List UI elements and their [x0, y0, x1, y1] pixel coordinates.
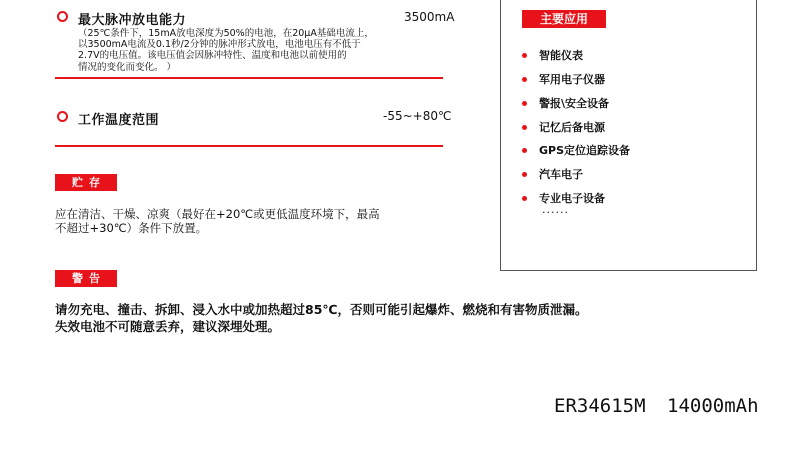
spec-value-temperature: -55~+80℃ — [383, 109, 452, 123]
red-dot-icon — [522, 172, 527, 177]
model-name: ER34615M — [554, 395, 646, 417]
warning-text: 请勿充电、撞击、拆卸、浸入水中或加热超过85℃，否则可能引起爆炸、燃烧和有害物质泄漏。 失效电池不可随意丢弃，建议深埋处理。 — [55, 302, 588, 334]
red-dot-icon — [522, 53, 527, 58]
warning-tag: 警告 — [55, 270, 117, 287]
more-ellipsis: ...... — [542, 203, 569, 216]
red-dot-icon — [522, 148, 527, 153]
storage-text: 应在清洁、干燥、凉爽（最好在+20℃或更低温度环境下，最高 不超过+30℃）条件下放置。 — [55, 207, 380, 235]
red-dot-icon — [522, 101, 527, 106]
list-item: 军用电子仪器 — [522, 71, 605, 87]
red-ring-bullet-icon — [57, 111, 68, 122]
list-item: GPS定位追踪设备 — [522, 142, 630, 158]
red-dot-icon — [522, 196, 527, 201]
list-item: 智能仪表 — [522, 47, 583, 63]
storage-tag: 贮存 — [55, 174, 117, 191]
divider-rule — [55, 77, 443, 79]
list-item: 警报\安全设备 — [522, 95, 609, 111]
red-dot-icon — [522, 125, 527, 130]
list-item: 记忆后备电源 — [522, 119, 605, 135]
list-item: 汽车电子 — [522, 166, 583, 182]
applications-list — [522, 0, 742, 260]
spec-label-pulse: 最大脉冲放电能力 — [78, 13, 187, 28]
list-item: 专业电子设备 — [522, 190, 605, 206]
model-capacity: 14000mAh — [667, 395, 759, 417]
divider-rule — [55, 145, 443, 147]
red-dot-icon — [522, 77, 527, 82]
spec-note-pulse: （25℃条件下，15mA放电深度为50%的电池，在20μA基础电流上， 以3500mA电流及0.1秒/2分钟的脉冲形式放电，电池电压有不低于 2.7V的电压值。该电压值会因脉冲特性、温度和电池以前使用的 情况的变化而变化。 ） — [78, 28, 374, 73]
spec-label-temperature: 工作温度范围 — [78, 113, 160, 128]
red-ring-bullet-icon — [57, 11, 68, 22]
spec-value-pulse: 3500mA — [404, 10, 455, 24]
applications-title: 主要应用 — [522, 10, 606, 28]
applications-panel — [500, 0, 757, 271]
